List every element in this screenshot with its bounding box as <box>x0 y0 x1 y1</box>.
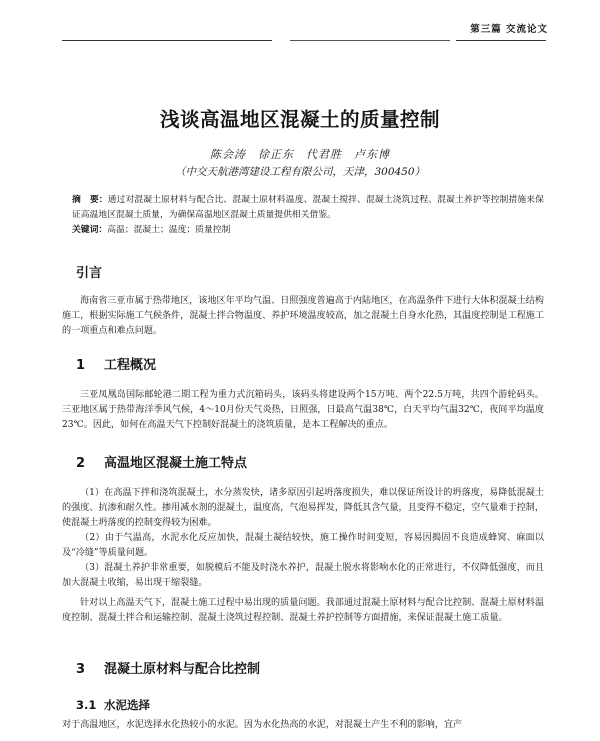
section-3-1-paragraph: 对于高温地区，水泥选择水化热较小的水泥。因为水化热高的水泥，对混凝土产生不利的影响，宜产 <box>62 720 463 730</box>
section-title: 混凝土原材料与配合比控制 <box>104 662 261 677</box>
section-2-paragraph-4: 针对以上高温天气下，混凝土施工过程中易出现的质量问题。我部通过混凝土原材料与配合比控制、混凝土原材料温度控制、混凝土拌合和运输控制、混凝土浇筑过程控制、混凝土养护控制等方面措施，来保证混凝土施工质量。 <box>62 598 544 623</box>
header-rule-right <box>456 40 546 41</box>
header-rule-middle <box>290 40 450 41</box>
subsection-number: 3.1 <box>76 698 97 712</box>
running-header: 第三篇 交流论文 <box>470 24 548 35</box>
abstract-label: 摘 要： <box>72 195 108 205</box>
section-heading-intro: 引言 <box>76 266 103 281</box>
section-heading-1 <box>76 354 156 373</box>
keywords-text: 高温；混凝土；温度；质量控制 <box>107 225 231 235</box>
section-heading-2 <box>76 452 247 471</box>
section-heading-3 <box>76 658 260 677</box>
section-2-paragraph-3: （3）混凝土养护非常重要，如脱模后不能及时浇水养护，混凝土脱水将影响水化的正常进行，不仅降低强度，而且加大混凝土收缩，易出现干缩裂缝。 <box>62 563 544 588</box>
subsection-title: 水泥选择 <box>104 698 150 712</box>
article-affiliation: （中交天航港湾建设工程有限公司，天津，300450） <box>174 166 426 178</box>
section-title: 工程概况 <box>104 358 157 373</box>
section-title: 高温地区混凝土施工特点 <box>104 456 248 471</box>
section-number: 3 <box>76 662 86 677</box>
intro-paragraph: 海南省三亚市属于热带地区，该地区年平均气温、日照强度普遍高于内陆地区，在高温条件下进行大体积混凝土结构施工，根据实际施工气候条件，混凝土拌合物温度、养护环境温度较高，加之混凝土自身水化热，其温度控制是工程施工的一项重点和难点问题。 <box>62 296 544 336</box>
abstract-text: 通过对混凝土原材料与配合比、混凝土原材料温度、混凝土搅拌、混凝土浇筑过程、混凝土养护等控制措施来保证高温地区混凝土质量，为确保高温地区混凝土质量提供相关借鉴。 <box>72 195 544 220</box>
article-authors: 陈会涛 徐正东 代君胜 卢东博 <box>210 148 390 161</box>
abstract <box>72 193 544 223</box>
section-number: 2 <box>76 456 86 471</box>
header-rule-left <box>62 40 272 41</box>
subsection-heading-3-1 <box>76 697 150 713</box>
section-number: 1 <box>76 358 86 373</box>
section-1-paragraph: 三亚凤凰岛国际邮轮港二期工程为重力式沉箱码头，该码头将建设两个15万吨、两个22.5万吨，共四个游轮码头。三亚地区属于热带海洋季风气候，4～10月份天气炎热，日照强，日最高气温38℃，白天平均气温32℃，夜间平均温度23℃。因此，如何在高温天气下控制好混凝土的浇筑质量，是本工程解决的重点。 <box>62 390 544 430</box>
section-2-paragraph-1: （1）在高温下拌和浇筑混凝土，水分蒸发快，诸多原因引起坍落度损失，难以保证所设计的坍落度，易降低混凝土的强度、抗渗和耐久性。掺用减水剂的混凝土，温度高，气泡易挥发，降低其含气量，且变得不稳定，空气量难于控制，使混凝土坍落度的控制变得较为困难。 <box>62 488 544 528</box>
keywords <box>72 223 544 238</box>
article-title: 浅谈高温地区混凝土的质量控制 <box>159 108 440 131</box>
keywords-label: 关键词： <box>72 225 108 235</box>
section-2-paragraph-2: （2）由于气温高，水泥水化反应加快，混凝土凝结较快，施工操作时间变短，容易因搗固不良造成蜂窝、麻面以及“冷缝”等质量问题。 <box>62 533 544 558</box>
